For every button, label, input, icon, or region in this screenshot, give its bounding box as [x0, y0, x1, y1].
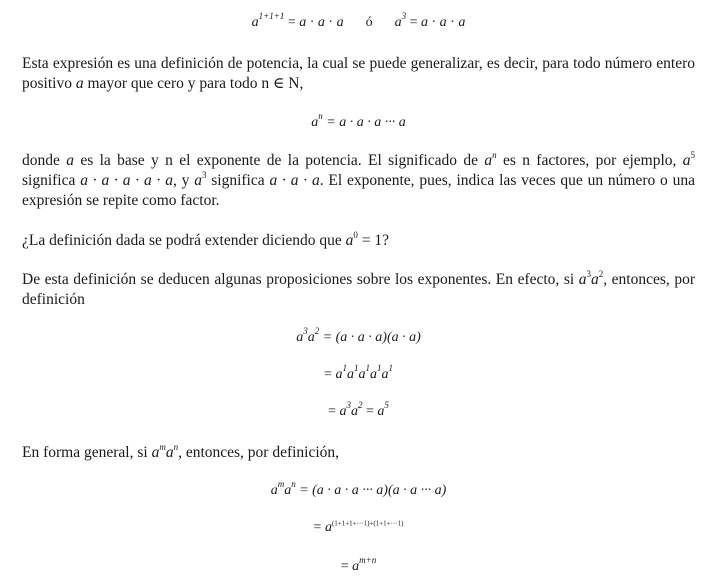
equation-general-power: $a^n = a \cdot a \cdot a$ ··· a [311, 111, 406, 130]
paragraph-general-form: En forma general, si $a^ma^n$, entonces, por definición, [22, 441, 340, 461]
equation-general-line-1: $a^ma^n = (a \cdot a \cdot a$ ··· a)(a · a ··· a) [270, 479, 447, 498]
document-page [22, 0, 695, 585]
equation-product-line-2: = $a^1a^1a^1a^1a^1$ [324, 363, 393, 382]
equation-product-line-3: = $a^3a^2 = a^5$ [328, 400, 389, 419]
paragraph-definition: Esta expresión es una definición de potencia, la cual se puede generalizar, es decir, para todo número entero positivo a mayor que cero y para todo n ∈ N, [22, 55, 695, 92]
equation-general-line-3: = $a^{m+n}$ [340, 555, 377, 574]
equation-product-line-1: $a^3a^2 = (a \cdot a \cdot a)(a \cdot a)$ [296, 326, 421, 345]
paragraph-question: ¿La definición dada se podrá extender diciendo que $a^0 = 1$? [22, 229, 390, 249]
paragraph-meaning: donde a es la base y n el exponente de la potencia. El significado de $a^n$ es n factores, por ejemplo, $a^5$ significa a · a · a · a · a, y $a^3$ significa a · a · a. El exponente, pues, indica las veces que un número o una expresión se repite como factor. [22, 149, 695, 209]
equation-sum-exponent: $a^{1+1+1} = a \cdot a \cdot a$ ó $a^3 = a \cdot a \cdot a$ [251, 11, 466, 30]
equation-general-line-2: = $a^{(1+1+1+\cdot\cdot\cdot 1)+(1+1+\cdot\cdot\cdot 1)}$ [313, 519, 404, 535]
paragraph-propositions: De esta definición se deducen algunas proposiciones sobre los exponentes. En efecto, si $a^3a^2$, entonces, por definición [22, 268, 695, 308]
